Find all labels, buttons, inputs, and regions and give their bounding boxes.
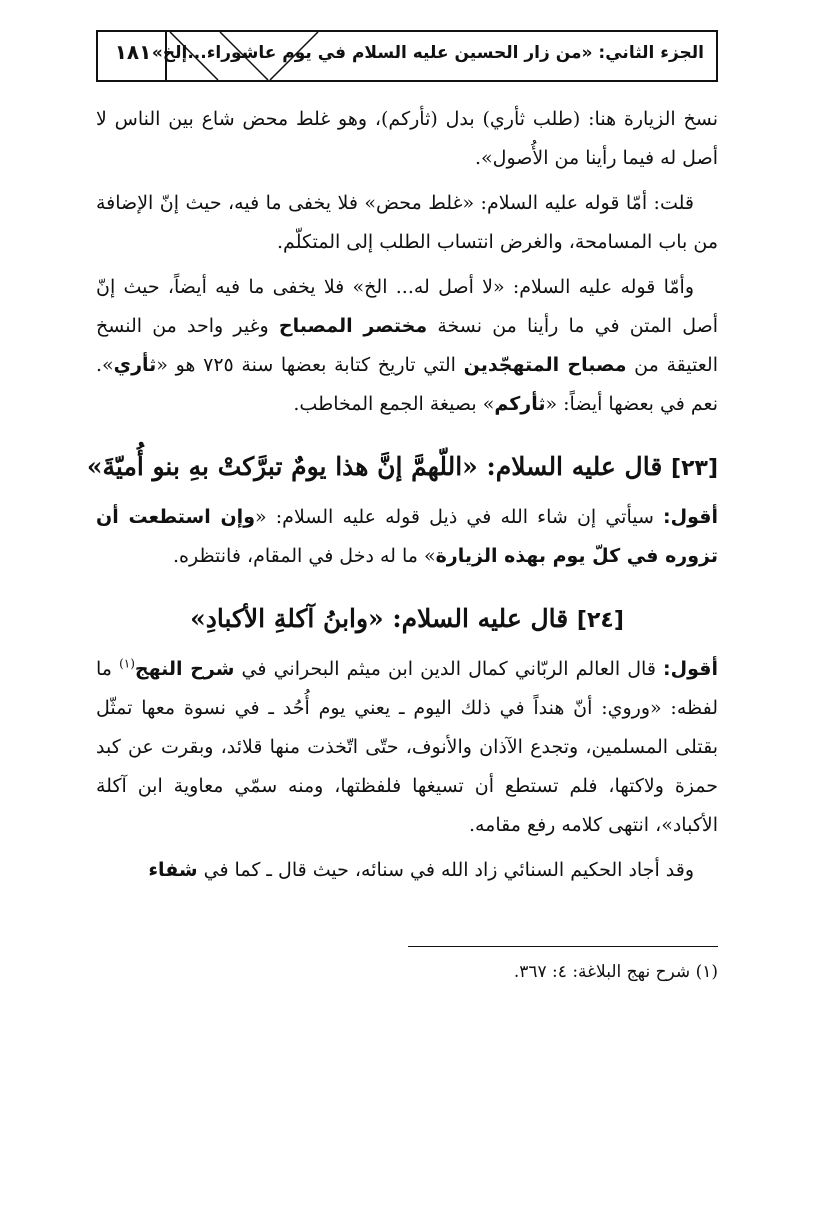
footnote-marker: (١): [119, 656, 135, 671]
book-title-shifa: شفاء: [148, 859, 198, 881]
paragraph-5: [96, 650, 718, 845]
paragraph-1: نسخ الزيارة هنا: (طلب ثأري) بدل (ثأركم)، وهو غلط محض شاع بين الناس لا أصل له فيما رأينا من الأُصول».: [96, 108, 718, 169]
p5-text-a: قال العالم الربّاني كمال الدين ابن ميثم البحراني في: [234, 658, 664, 680]
p3-text-i: » بصيغة الجمع المخاطب.: [293, 393, 495, 415]
quote-bold: وإن استطعت أن تزوره في كلّ يوم بهذه الزيارة: [96, 506, 718, 567]
paragraph-4: [96, 498, 718, 576]
quote-text: «اللّهمَّ إنَّ هذا يومٌ تبرَّكتْ بهِ بنو أُميّةَ»: [86, 452, 478, 481]
p3-text-a: وأمّا قوله عليه السلام: «لا أصل له... الخ» فلا يخفى ما فيه أيضاً، حيث إنّ أصل المتن في ما رأينا من نسخة: [96, 276, 718, 337]
page-number: ١٨١: [114, 40, 152, 64]
paragraph-6: [96, 851, 718, 890]
page-body: [86, 100, 718, 896]
p6-text-a: وقد أجاد الحكيم السنائي زاد الله في سنائه، حيث قال ـ كما في: [197, 859, 694, 881]
section-heading-24: [96, 598, 718, 642]
footnote: (١) شرح نهج البلاغة: ٤: ٣٦٧.: [513, 962, 718, 982]
running-title: الجزء الثاني: «من زار الحسين عليه السلام في يوم عاشوراء...إلخ»: [151, 43, 704, 63]
p3-text-g: ». نعم في بعضها أيضاً: «: [96, 354, 718, 415]
p4-text-c: » ما له دخل في المقام، فانتظره.: [172, 545, 436, 567]
lead-aqulu: أقول:: [663, 506, 718, 528]
paragraph-3: [96, 268, 718, 424]
p5-text-c: ما لفظه: «وروي: أنّ هنداً في ذلك اليوم ـ يعني يوم أُحُد ـ في نسوة معها تمثّل بقتلى المسلمين، وتجدع الآذان والأنوف، حتّى اتّخذت منها قلائد، وبقرت عن كبد حمزة ولاكتها، فلم تستطع أن تسيغها فلفظتها، ومنه سمّي معاوية ابن آكلة الأكباد»، انتهى كلامه رفع مقامه.: [96, 658, 718, 836]
said-label: قال عليه السلام:: [486, 452, 663, 481]
p3-text-c: وغير واحد من النسخ العتيقة من: [96, 315, 718, 376]
section-number-23: [٢٣]: [671, 456, 718, 481]
book-title-sharh-nahj: شرح النهج: [134, 658, 235, 680]
word-thari: ثأري: [113, 354, 157, 376]
p3-text-e: التي تاريخ كتابة بعضها سنة ٧٢٥ هو «: [156, 354, 464, 376]
paragraph-2: قلت: أمّا قوله عليه السلام: «غلط محض» فلا يخفى ما فيه، حيث إنّ الإضافة من باب المسامحة، والغرض انتساب الطلب إلى المتكلّم.: [96, 192, 718, 253]
word-tharukum: ثأركم: [494, 393, 546, 415]
footnote-divider: [408, 946, 718, 947]
quote-text: «وابنُ آكلةِ الأكبادِ»: [190, 604, 384, 633]
section-number-24: [٢٤]: [576, 608, 624, 633]
book-title-mukhtasar: مختصر المصباح: [278, 315, 428, 337]
p4-text-a: سيأتي إن شاء الله في ذيل قوله عليه السلام: «: [255, 506, 664, 528]
book-title-misbah: مصباح المتهجّدين: [463, 354, 627, 376]
page-header: [96, 30, 718, 82]
lead-aqulu: أقول:: [663, 658, 718, 680]
said-label: قال عليه السلام:: [392, 604, 569, 633]
section-heading-23: [86, 446, 718, 490]
